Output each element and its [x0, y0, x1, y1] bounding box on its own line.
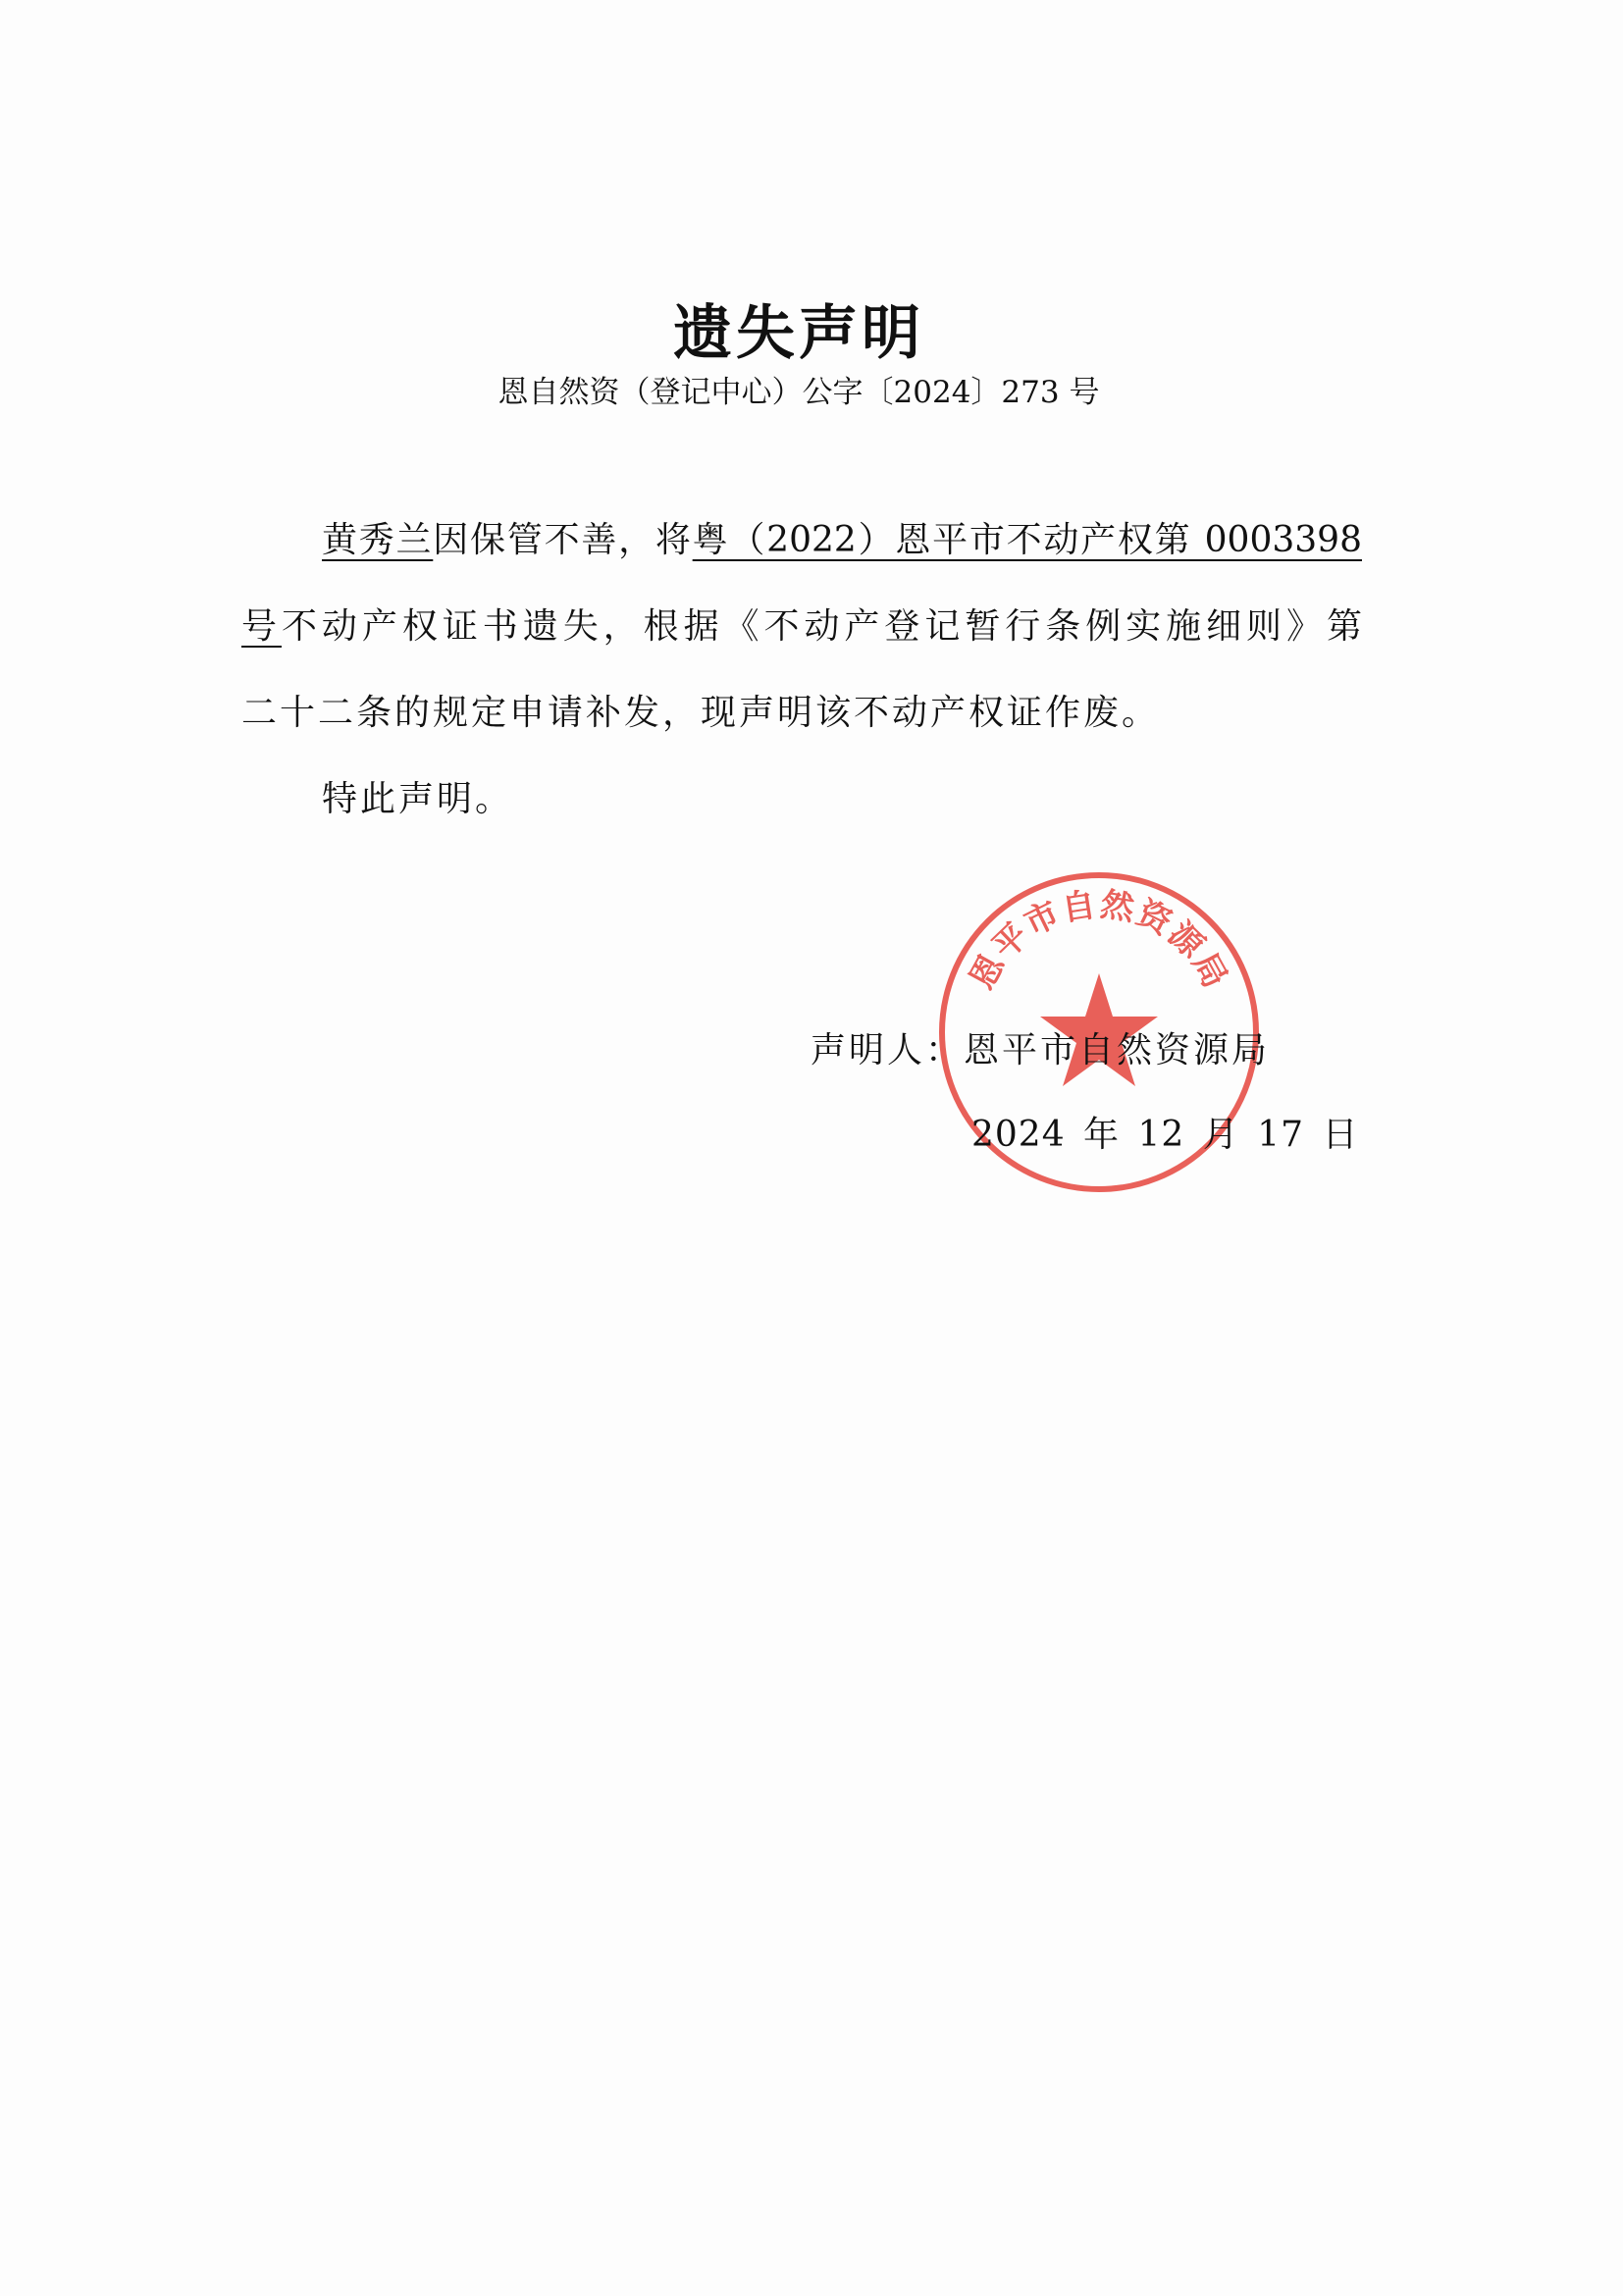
- declaration-date: 2024 年 12 月 17 日: [971, 1115, 1359, 1155]
- body-line-1: [322, 512, 1362, 562]
- page-title: 遗失声明: [673, 299, 924, 368]
- closing-text: 特此声明。: [322, 779, 514, 819]
- body-line-3: 二十二条的规定申请补发，现声明该不动产权证作废。: [241, 693, 1161, 733]
- document-number: 恩自然资（登记中心）公字〔2024〕273 号: [497, 375, 1100, 410]
- declarant-label: 声明人：: [811, 1030, 965, 1070]
- certificate-number-suffix: 号: [241, 606, 282, 647]
- body-line-2: [241, 599, 1362, 649]
- certificate-number: 粤（2022）恩平市不动产权第 0003398: [692, 520, 1362, 560]
- declarant: [811, 1022, 1270, 1072]
- declarant-name: 恩平市自然资源局: [964, 1030, 1271, 1070]
- owner-name: 黄秀兰: [322, 520, 434, 560]
- body-text: 因保管不善，将: [433, 520, 693, 560]
- body-text: 不动产权证书遗失，根据《不动产登记暂行条例实施细则》第: [281, 606, 1362, 647]
- seal-text: 恩平市自然资源局: [962, 884, 1236, 997]
